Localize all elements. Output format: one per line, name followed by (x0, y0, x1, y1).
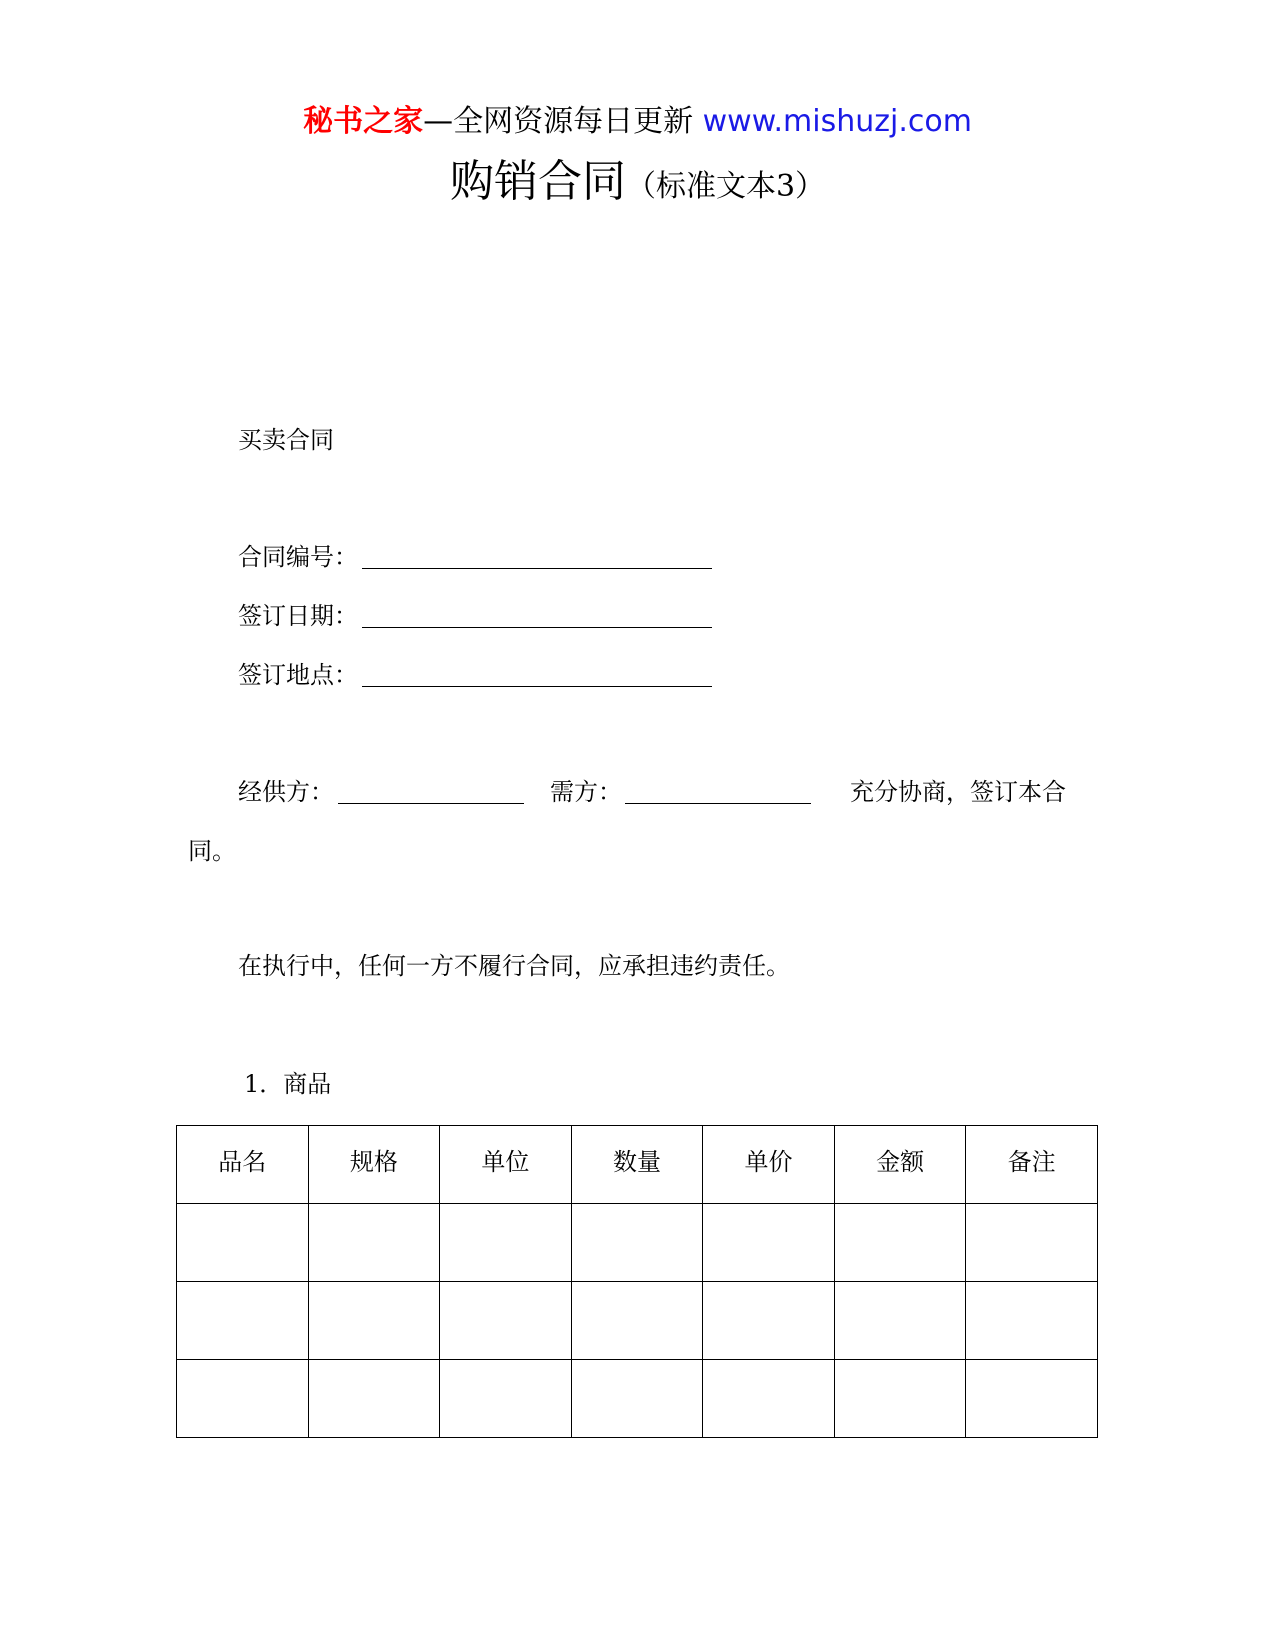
title-main: 购销合同 (449, 156, 626, 207)
signing-place-blank (362, 686, 712, 687)
header-specification: 规格 (308, 1126, 440, 1204)
table-cell (308, 1204, 440, 1282)
header-amount: 金额 (834, 1126, 966, 1204)
table-cell (966, 1360, 1098, 1438)
contract-heading: 买卖合同 (238, 426, 334, 454)
goods-table (176, 1125, 1098, 1438)
signing-date-label: 签订日期： (238, 602, 358, 630)
header-unit-price: 单价 (703, 1126, 835, 1204)
header-product-name: 品名 (177, 1126, 309, 1204)
signing-place-label: 签订地点： (238, 661, 358, 689)
table-cell (177, 1360, 309, 1438)
table-cell (966, 1282, 1098, 1360)
table-cell (571, 1282, 703, 1360)
contract-number-blank (362, 568, 712, 569)
table-row (177, 1360, 1098, 1438)
table-row (177, 1282, 1098, 1360)
table-cell (703, 1204, 835, 1282)
table-cell (834, 1360, 966, 1438)
table-cell (440, 1204, 572, 1282)
table-cell (834, 1204, 966, 1282)
table-row (177, 1204, 1098, 1282)
liability-clause: 在执行中，任何一方不履行合同，应承担违约责任。 (238, 952, 790, 980)
document-title (0, 152, 1275, 221)
table-cell (966, 1204, 1098, 1282)
table-cell (308, 1360, 440, 1438)
title-sub: （标准文本3） (625, 169, 826, 204)
banner-slogan: —全网资源每日更新 (423, 104, 694, 139)
agreement-tail: 同。 (188, 837, 236, 865)
site-banner (0, 102, 1275, 142)
table-cell (440, 1360, 572, 1438)
buyer-blank (625, 803, 811, 804)
table-cell (177, 1282, 309, 1360)
header-unit: 单位 (440, 1126, 572, 1204)
table-cell (703, 1360, 835, 1438)
contract-number-label: 合同编号： (238, 543, 358, 571)
supplier-label: 经供方： (238, 778, 334, 806)
table-cell (440, 1282, 572, 1360)
banner-url: www.mishuzj.com (702, 104, 972, 139)
section-goods-heading: 1．商品 (244, 1070, 332, 1098)
table-cell (834, 1282, 966, 1360)
goods-table-header-row (177, 1126, 1098, 1204)
table-cell (177, 1204, 309, 1282)
table-cell (571, 1204, 703, 1282)
table-cell (308, 1282, 440, 1360)
header-quantity: 数量 (571, 1126, 703, 1204)
buyer-label: 需方： (550, 778, 622, 806)
agreement-text: 充分协商，签订本合 (850, 778, 1066, 806)
table-cell (571, 1360, 703, 1438)
supplier-blank (338, 803, 524, 804)
banner-brand: 秘书之家 (303, 104, 424, 139)
signing-date-blank (362, 627, 712, 628)
table-cell (703, 1282, 835, 1360)
header-remarks: 备注 (966, 1126, 1098, 1204)
